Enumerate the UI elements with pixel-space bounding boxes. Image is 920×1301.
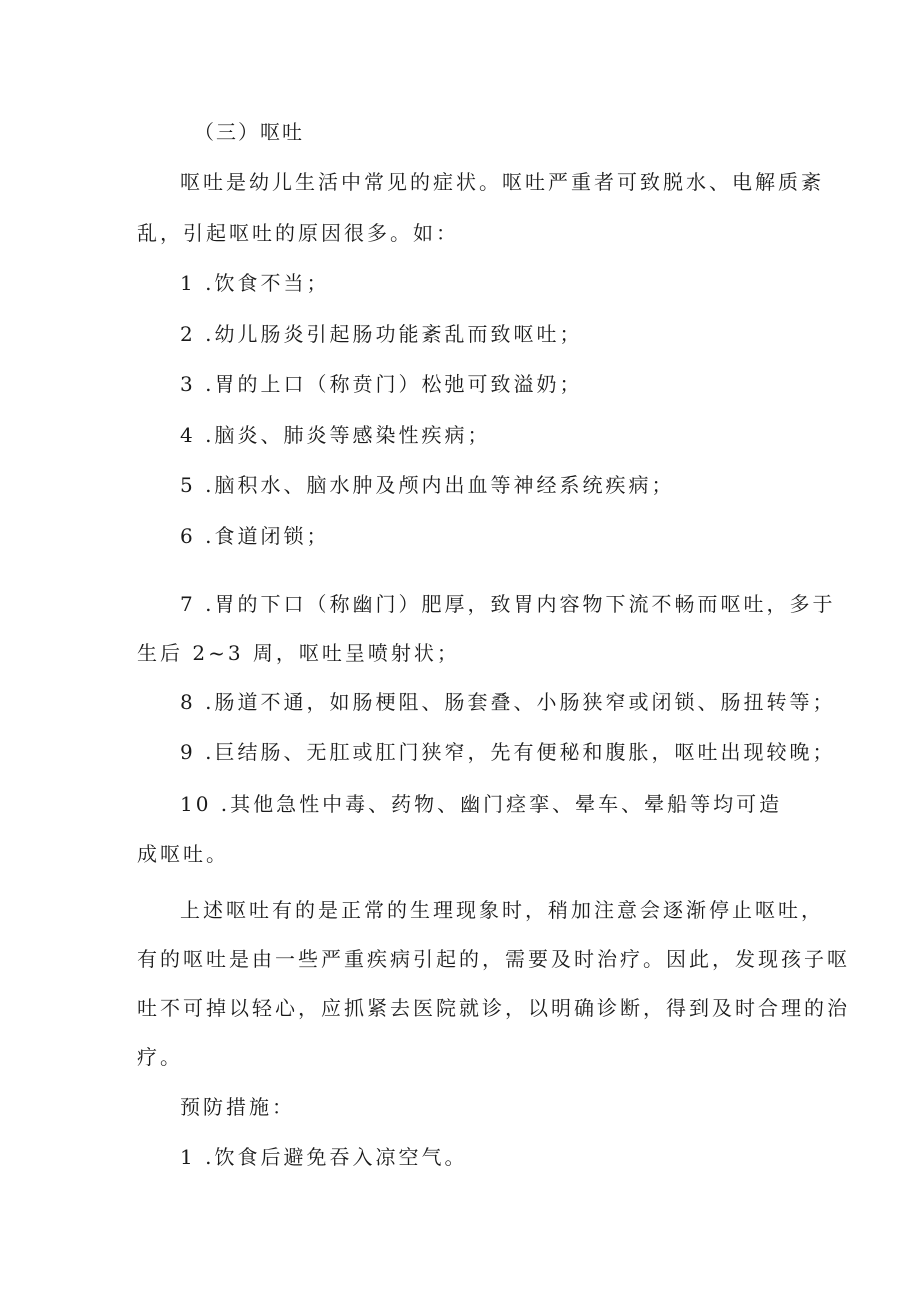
summary-line-3: 吐不可掉以轻心，应抓紧去医院就诊，以明确诊断，得到及时合理的治 — [137, 996, 850, 1020]
prevention-title: 预防措施： — [180, 1095, 295, 1119]
summary-line-4: 疗。 — [137, 1045, 183, 1069]
cause-item-8: 8 .肠道不通，如肠梗阻、肠套叠、小肠狭窄或闭锁、肠扭转等； — [180, 690, 836, 714]
cause-item-6: 6 .食道闭锁； — [180, 524, 330, 548]
prevention-item-1: 1 .饮食后避免吞入凉空气。 — [180, 1145, 468, 1169]
cause-item-5: 5 .脑积水、脑水肿及颅内出血等神经系统疾病； — [180, 473, 675, 497]
summary-line-1: 上述呕吐有的是正常的生理现象时，稍加注意会逐渐停止呕吐， — [180, 898, 824, 922]
cause-item-10-line-1: 10 .其他急性中毒、药物、幽门痉挛、晕车、晕船等均可造 — [180, 792, 783, 816]
cause-item-10-line-2: 成呕吐。 — [137, 842, 229, 866]
summary-line-2: 有的呕吐是由一些严重疾病引起的，需要及时治疗。因此，发现孩子呕 — [137, 947, 850, 971]
cause-item-1: 1 .饮食不当； — [180, 271, 330, 295]
intro-line-2: 乱，引起呕吐的原因很多。如： — [137, 221, 459, 245]
cause-item-9: 9 .巨结肠、无肛或肛门狭窄，先有便秘和腹胀，呕吐出现较晚； — [180, 740, 836, 764]
cause-item-7-line-2: 生后 2~3 周，呕吐呈喷射状； — [137, 641, 460, 665]
section-heading: （三）呕吐 — [194, 120, 304, 144]
cause-item-7-line-1: 7 .胃的下口（称幽门）肥厚，致胃内容物下流不畅而呕吐，多于 — [180, 592, 836, 616]
intro-line-1: 呕吐是幼儿生活中常见的症状。呕吐严重者可致脱水、电解质紊 — [180, 170, 824, 194]
cause-item-2: 2 .幼儿肠炎引起肠功能紊乱而致呕吐； — [180, 322, 583, 346]
cause-item-3: 3 .胃的上口（称贲门）松弛可致溢奶； — [180, 372, 583, 396]
cause-item-4: 4 .脑炎、肺炎等感染性疾病； — [180, 423, 491, 447]
